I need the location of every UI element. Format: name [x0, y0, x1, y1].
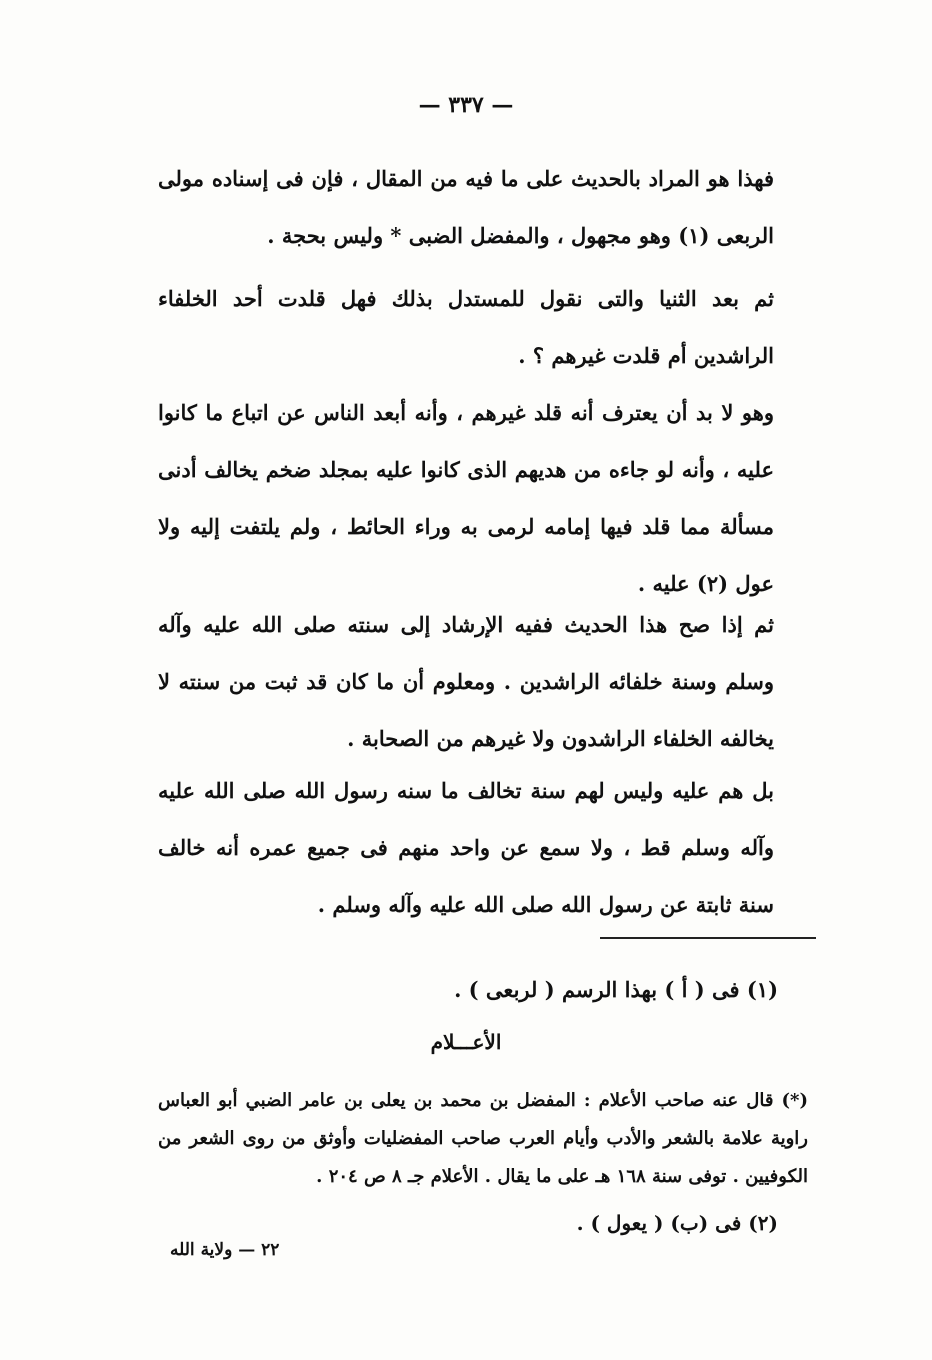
- paragraph-1: فهذا هو المراد بالحديث على ما فيه من المقال ، فإن فى إسناده مولى الربعى (١) وهو مجهول ، والمفضل الضبى * وليس بحجة .: [158, 166, 774, 248]
- footnote-star: (*) قال عنه صاحب الأعلام : المفضل بن محمد بن يعلى بن عامر الضبي أبو العباس راوية علامة بالشعر والأدب وأيام العرب صاحب المفضليات وأوثق من روى الشعر من الكوفيين . توفى سنة ١٦٨ هـ على ما يقال . الأعلام جـ ٨ ص ٢٠٤ .: [158, 1090, 808, 1187]
- footnote-heading: الأعـــلام: [430, 1030, 502, 1054]
- footnote-divider: [600, 937, 816, 939]
- footnote-2: (٢) فى (ب) ( يعول ) .: [576, 1211, 778, 1235]
- signature-line: ٢٢ — ولاية الله: [170, 1240, 280, 1260]
- paragraph-3: وهو لا بد أن يعترف أنه قلد غيرهم ، وأنه أبعد الناس عن اتباع ما كانوا عليه ، وأنه لو جاءه من هديهم الذى كانوا عليه بمجلد ضخم يخالف أدنى مسألة مما قلد فيها إمامه لرمى به وراء الحائط ، ولم يلتفت إليه ولا عول (٢) عليه .: [158, 400, 774, 596]
- footnote-1: (١) فى ( أ ) بهذا الرسم ( لربعى ) .: [454, 977, 778, 1002]
- page-number: — ٣٣٧ —: [418, 92, 514, 118]
- paragraph-4: ثم إذا صح هذا الحديث ففيه الإرشاد إلى سنته صلى الله عليه وآله وسلم وسنة خلفائه الراشدين . ومعلوم أن ما كان قد ثبت من سنته لا يخالفه الخلفاء الراشدون ولا غيرهم من الصحابة .: [158, 612, 774, 751]
- paragraph-2: ثم بعد الثنيا والتى نقول للمستدل بذلك فهل قلدت أحد الخلفاء الراشدين أم قلدت غيرهم ؟ .: [158, 286, 774, 368]
- paragraph-5: بل هم عليه وليس لهم سنة تخالف ما سنه رسول الله صلى الله عليه وآله وسلم قط ، ولا سمع عن واحد منهم فى جميع عمره أنه خالف سنة ثابتة عن رسول الله صلى الله عليه وآله وسلم .: [158, 778, 774, 917]
